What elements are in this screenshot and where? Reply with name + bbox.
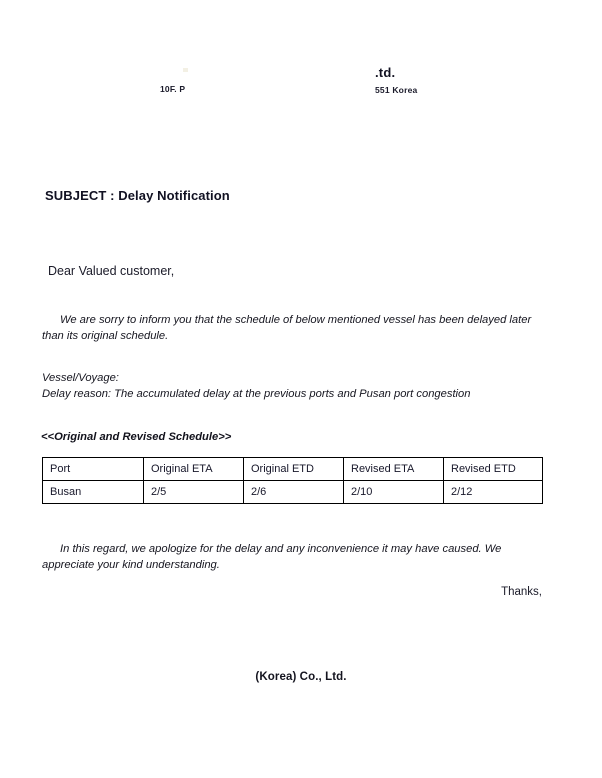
table-header-cell: Port: [43, 458, 144, 481]
letterhead-company-name: .td.: [375, 65, 396, 80]
table-cell-original-etd: 2/6: [244, 481, 344, 504]
table-header-cell: Revised ETD: [444, 458, 543, 481]
delay-reason-line: Delay reason: The accumulated delay at the previous ports and Pusan port congestion: [42, 388, 471, 400]
vessel-voyage-line: Vessel/Voyage:: [42, 372, 119, 384]
subject-line: SUBJECT : Delay Notification: [45, 188, 230, 203]
table-header-row: [43, 458, 543, 481]
salutation: Dear Valued customer,: [48, 264, 175, 278]
schedule-table: [42, 457, 543, 504]
thanks-line: Thanks,: [501, 586, 542, 598]
intro-paragraph: We are sorry to inform you that the schedule of below mentioned vessel has been delayed later than its original schedule.: [42, 314, 532, 342]
table-cell-port: Busan: [43, 481, 144, 504]
letterhead-right-address: 551 Korea: [375, 85, 418, 95]
table-header-cell: Original ETA: [144, 458, 244, 481]
letterhead-left-address: 10F. P: [160, 84, 186, 94]
letterhead-logo-mark: [183, 68, 188, 72]
table-header-cell: Original ETD: [244, 458, 344, 481]
table-row: [43, 481, 543, 504]
table-cell-revised-eta: 2/10: [344, 481, 444, 504]
table-cell-original-eta: 2/5: [144, 481, 244, 504]
table-cell-revised-etd: 2/12: [444, 481, 543, 504]
schedule-heading: <<Original and Revised Schedule>>: [41, 431, 232, 443]
table-header-cell: Revised ETA: [344, 458, 444, 481]
closing-paragraph: In this regard, we apologize for the delay and any inconvenience it may have caused. We appreciate your kind understanding.: [42, 543, 502, 571]
company-footer: (Korea) Co., Ltd.: [255, 671, 347, 683]
